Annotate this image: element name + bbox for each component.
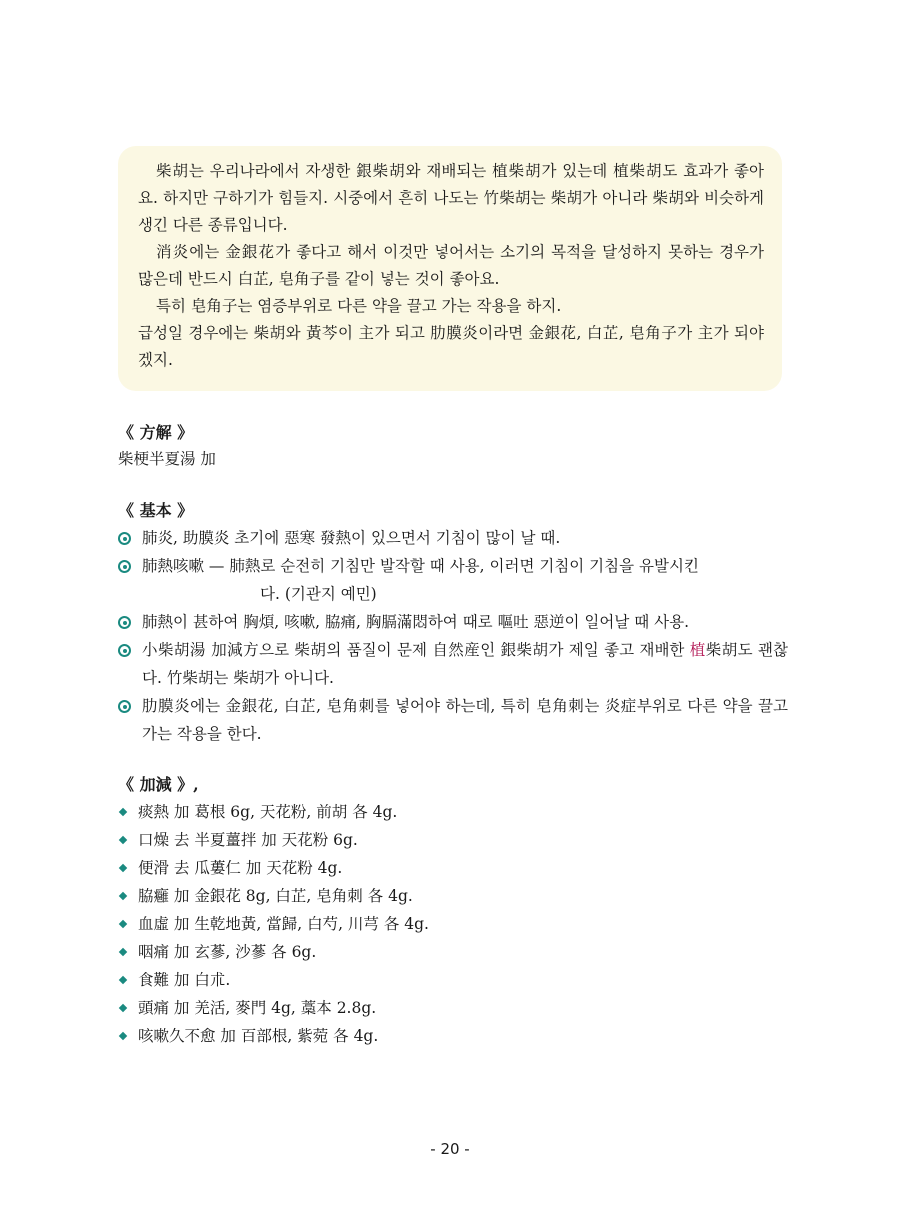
diamond-bullet-icon <box>119 976 127 984</box>
gagam-item <box>118 966 788 994</box>
note-box <box>118 146 782 391</box>
gagam-section <box>118 772 788 1050</box>
fanghae-section <box>118 420 788 472</box>
diamond-bullet-icon <box>119 864 127 872</box>
basic-item-text: 肺熱이 甚하여 胸煩, 咳嗽, 脇痛, 胸膈滿悶하여 때로 嘔吐 惡逆이 일어날 때 사용. <box>142 613 690 631</box>
basic-section <box>118 498 788 748</box>
gagam-item <box>118 798 788 826</box>
basic-item-continuation: 다. (기관지 예민) <box>260 585 377 603</box>
basic-item-text: 肺炎, 助膜炎 초기에 惡寒 發熱이 있으면서 기침이 많이 날 때. <box>142 529 561 547</box>
basic-item <box>118 636 788 692</box>
gagam-item-text: 咽痛 加 玄蔘, 沙蔘 各 6g. <box>138 943 317 961</box>
circle-bullet-icon <box>118 560 131 573</box>
note-paragraph-4: 급성일 경우에는 柴胡와 黃芩이 主가 되고 肋膜炎이라면 金銀花, 白芷, 皂角子가 主가 되야겠지. <box>138 324 764 369</box>
gagam-item <box>118 910 788 938</box>
gagam-item-text: 食難 加 白朮. <box>138 971 231 989</box>
gagam-item <box>118 994 788 1022</box>
circle-bullet-icon <box>118 700 131 713</box>
gagam-item <box>118 854 788 882</box>
gagam-list <box>118 798 788 1050</box>
note-paragraph-1: 柴胡는 우리나라에서 자생한 銀柴胡와 재배되는 植柴胡가 있는데 植柴胡도 효과가 좋아요. 하지만 구하기가 힘들지. 시중에서 흔히 나도는 竹柴胡는 柴胡가 아니라 柴胡와 비슷하게 생긴 다른 종류입니다. <box>138 162 764 234</box>
gagam-item-text: 血虛 加 生乾地黃, 當歸, 白芍, 川芎 各 4g. <box>138 915 429 933</box>
basic-item <box>118 524 788 552</box>
basic-item <box>118 552 788 608</box>
basic-item <box>118 608 788 636</box>
basic-item-text: 小柴胡湯 加減方으로 柴胡의 품질이 문제 自然産인 銀柴胡가 제일 좋고 재배한 <box>142 641 690 659</box>
gagam-title: 《 加減 》, <box>118 775 199 794</box>
basic-title: 《 基本 》 <box>118 501 194 520</box>
diamond-bullet-icon <box>119 1004 127 1012</box>
diamond-bullet-icon <box>119 948 127 956</box>
diamond-bullet-icon <box>119 920 127 928</box>
gagam-item <box>118 826 788 854</box>
circle-bullet-icon <box>118 644 131 657</box>
basic-item-text: 肋膜炎에는 金銀花, 白芷, 皂角刺를 넣어야 하는데, 특히 皂角刺는 炎症부위로 다른 약을 끌고 가는 작용을 한다. <box>142 697 788 743</box>
fanghae-text: 柴梗半夏湯 加 <box>118 450 216 468</box>
diamond-bullet-icon <box>119 836 127 844</box>
basic-item <box>118 692 788 748</box>
gagam-item <box>118 882 788 910</box>
gagam-item-text: 便滑 去 瓜蔞仁 加 天花粉 4g. <box>138 859 343 877</box>
fanghae-title: 《 方解 》 <box>118 423 194 442</box>
gagam-item-text: 脇癰 加 金銀花 8g, 白芷, 皂角刺 各 4g. <box>138 887 413 905</box>
gagam-item-text: 頭痛 加 羌活, 麥門 4g, 藁本 2.8g. <box>138 999 377 1017</box>
circle-bullet-icon <box>118 532 131 545</box>
circle-bullet-icon <box>118 616 131 629</box>
note-paragraph-3: 특히 皂角子는 염증부위로 다른 약을 끌고 가는 작용을 하지. <box>156 297 562 315</box>
gagam-item <box>118 1022 788 1050</box>
basic-item-tail: 柴胡도 괜찮다. 竹柴胡는 柴胡가 아니다. <box>142 641 788 687</box>
gagam-item-text: 咳嗽久不愈 加 百部根, 紫菀 各 4g. <box>138 1027 379 1045</box>
basic-item-text: 肺熱咳嗽 — 肺熱로 순전히 기침만 발작할 때 사용, 이러면 기침이 기침을 유발시킨 <box>142 557 699 575</box>
gagam-item <box>118 938 788 966</box>
page-number: - 20 - <box>430 1140 470 1158</box>
gagam-item-text: 口燥 去 半夏薑拌 加 天花粉 6g. <box>138 831 358 849</box>
diamond-bullet-icon <box>119 1032 127 1040</box>
diamond-bullet-icon <box>119 808 127 816</box>
gagam-item-text: 痰熱 加 葛根 6g, 天花粉, 前胡 各 4g. <box>138 803 398 821</box>
highlighted-character: 植 <box>689 641 706 659</box>
diamond-bullet-icon <box>119 892 127 900</box>
note-paragraph-2: 消炎에는 金銀花가 좋다고 해서 이것만 넣어서는 소기의 목적을 달성하지 못하는 경우가 많은데 반드시 白芷, 皂角子를 같이 넣는 것이 좋아요. <box>138 243 764 288</box>
